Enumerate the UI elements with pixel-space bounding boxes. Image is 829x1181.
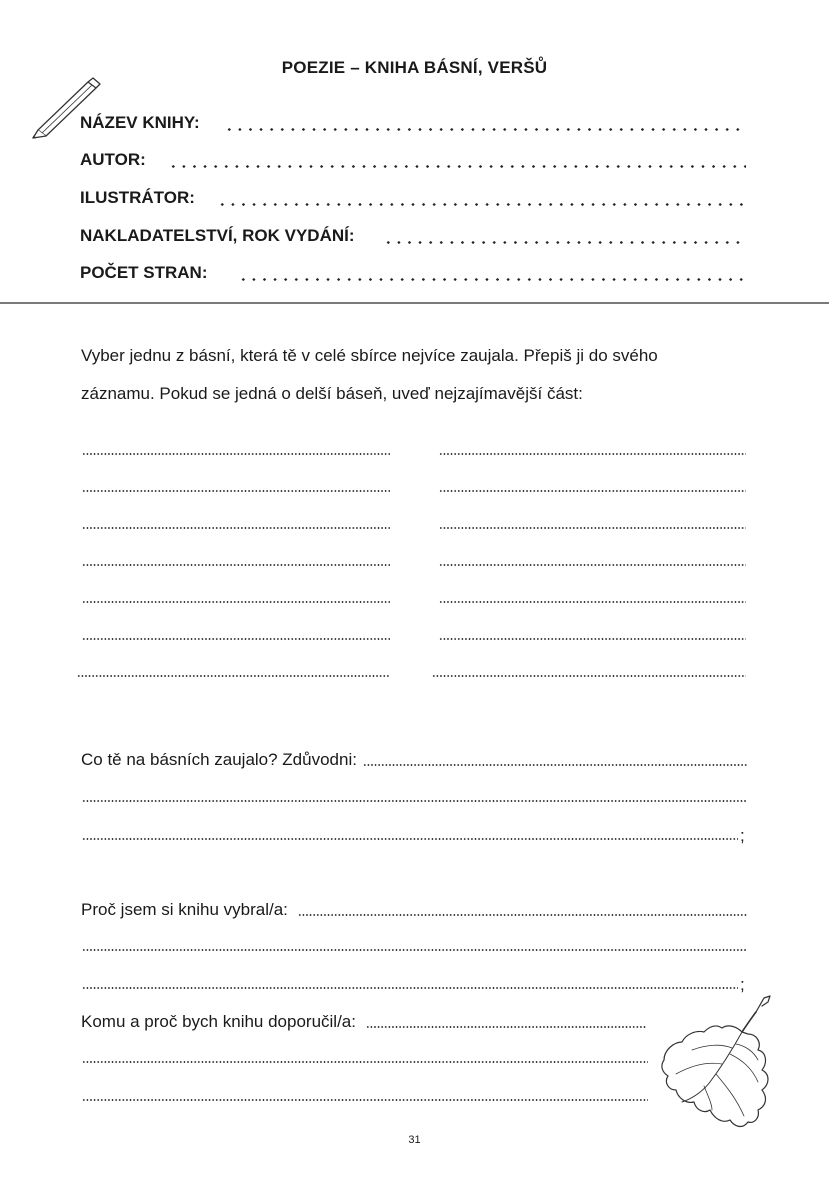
line-terminator: ; — [740, 975, 745, 994]
poem-line-right[interactable] — [432, 675, 746, 677]
poem-line-right[interactable] — [439, 601, 746, 603]
book-title-dotted-line[interactable] — [224, 128, 746, 131]
question-what-interested[interactable] — [81, 750, 747, 770]
author-label: AUTOR: — [80, 150, 146, 169]
answer-dotted-line[interactable] — [82, 1061, 648, 1063]
poem-line-left[interactable] — [82, 453, 390, 455]
author-dotted-line[interactable] — [168, 165, 746, 168]
answer-dotted-line[interactable] — [82, 987, 738, 989]
line-terminator: ; — [740, 826, 745, 845]
poem-line-left[interactable] — [82, 490, 390, 492]
poem-line-left[interactable] — [82, 527, 390, 529]
instruction-line-1: Vyber jednu z básní, která tě v celé sbírce nejvíce zaujala. Přepiš ji do svého — [81, 346, 658, 365]
answer-dotted-line[interactable] — [298, 914, 747, 916]
answer-dotted-line[interactable] — [366, 1026, 647, 1028]
page-title: POEZIE – KNIHA BÁSNÍ, VERŠŮ — [281, 58, 548, 77]
answer-dotted-line[interactable] — [82, 949, 746, 951]
page-number: 31 — [408, 1134, 421, 1146]
answer-dotted-line[interactable] — [82, 1099, 648, 1101]
instruction-text — [81, 337, 751, 413]
poem-line-right[interactable] — [439, 564, 746, 566]
leaf-icon — [652, 990, 776, 1132]
poem-line-left[interactable] — [82, 601, 390, 603]
book-title-field[interactable] — [80, 113, 746, 137]
question-what-interested-label: Co tě na básních zaujalo? Zdůvodni: — [81, 750, 357, 769]
instruction-line-2: záznamu. Pokud se jedná o delší báseň, uveď nejzajímavější část: — [81, 384, 583, 403]
page-count-field[interactable] — [80, 263, 746, 287]
poem-line-right[interactable] — [439, 638, 746, 640]
publisher-year-field[interactable] — [80, 226, 746, 250]
poem-line-right[interactable] — [439, 527, 746, 529]
poem-line-left[interactable] — [82, 564, 390, 566]
poem-line-right[interactable] — [439, 453, 746, 455]
page-count-dotted-line[interactable] — [238, 278, 747, 281]
publisher-year-dotted-line[interactable] — [383, 241, 746, 244]
question-recommend[interactable] — [81, 1012, 647, 1032]
question-why-chosen[interactable] — [81, 900, 747, 920]
publisher-year-label: NAKLADATELSTVÍ, ROK VYDÁNÍ: — [80, 226, 355, 245]
page-count-label: POČET STRAN: — [80, 263, 208, 282]
poem-line-left[interactable] — [82, 638, 390, 640]
question-why-chosen-label: Proč jsem si knihu vybral/a: — [81, 900, 288, 919]
question-recommend-label: Komu a proč bych knihu doporučil/a: — [81, 1012, 356, 1031]
answer-dotted-line[interactable] — [82, 800, 746, 802]
book-title-label: NÁZEV KNIHY: — [80, 113, 200, 132]
illustrator-dotted-line[interactable] — [217, 203, 746, 206]
answer-dotted-line[interactable] — [82, 838, 738, 840]
illustrator-label: ILUSTRÁTOR: — [80, 188, 195, 207]
poem-line-left[interactable] — [77, 675, 390, 677]
illustrator-field[interactable] — [80, 188, 746, 212]
author-field[interactable] — [80, 150, 746, 174]
poem-line-right[interactable] — [439, 490, 746, 492]
section-divider — [0, 302, 829, 304]
answer-dotted-line[interactable] — [363, 764, 747, 766]
